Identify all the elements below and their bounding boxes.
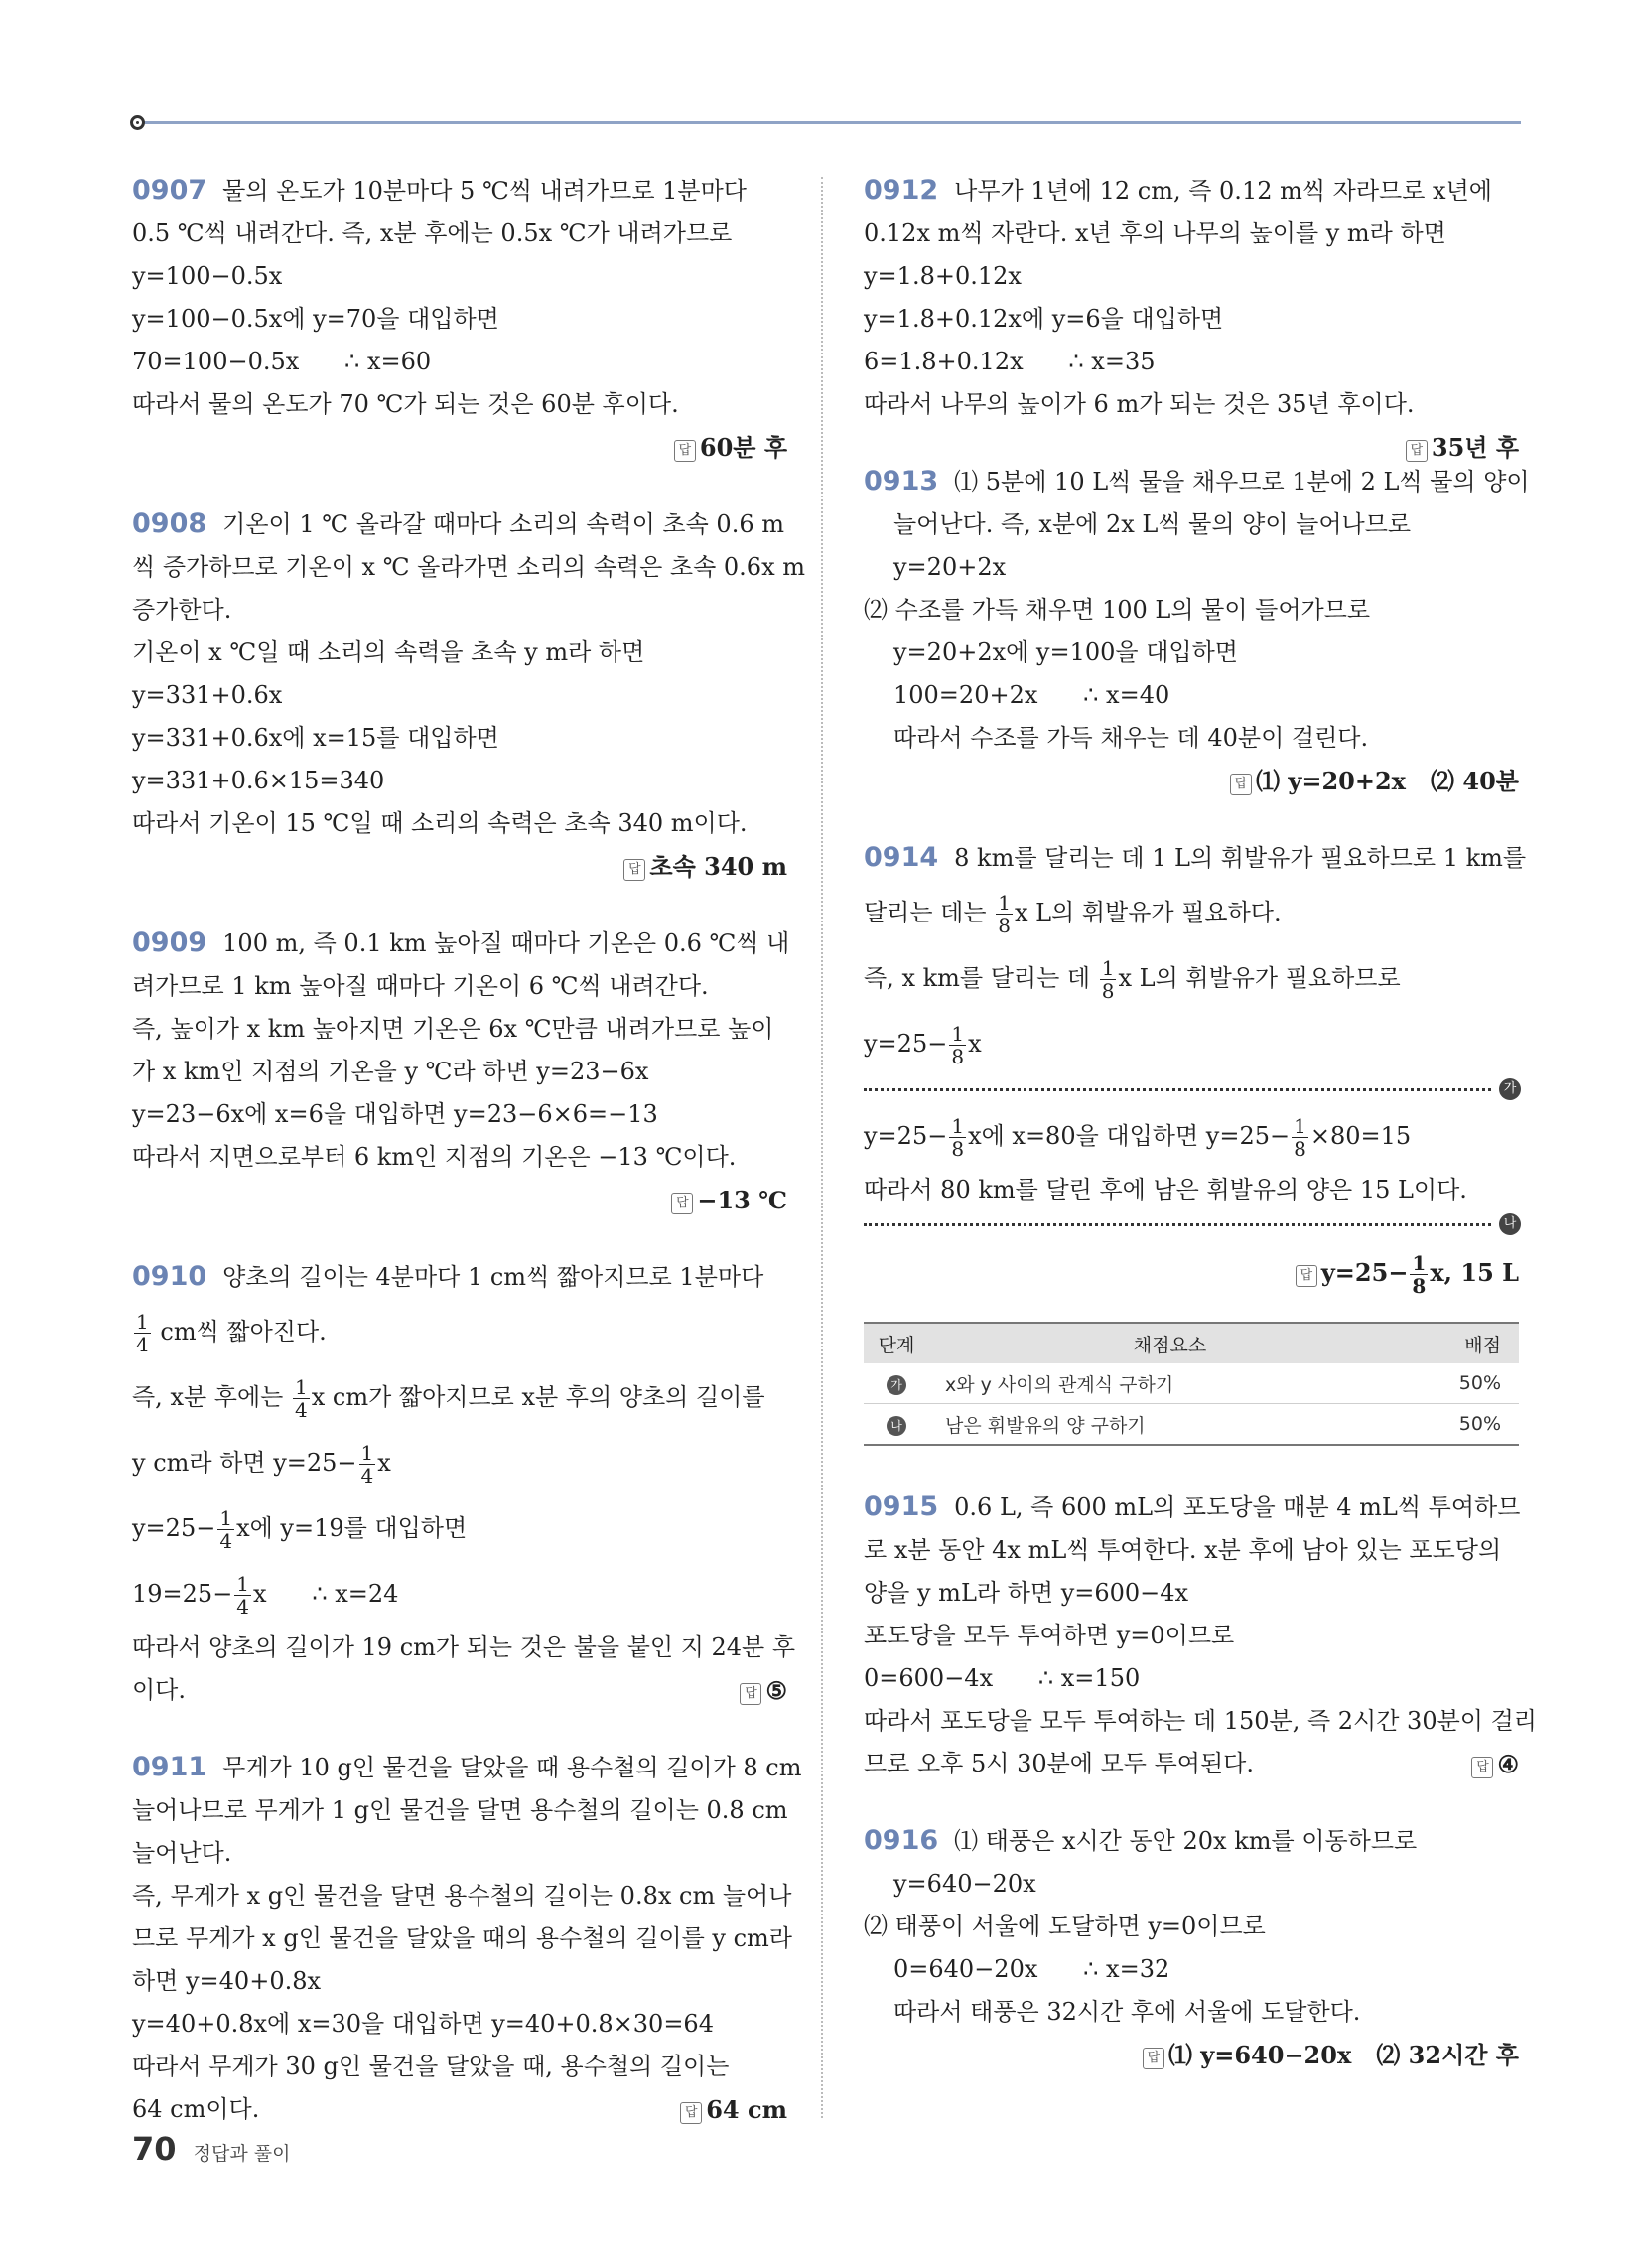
answer-mark-icon: 답 xyxy=(1230,774,1252,795)
table-row: 가 x와 y 사이의 관계식 구하기 50% xyxy=(864,1363,1519,1404)
fraction: $\frac{1}{4}$ xyxy=(136,1310,149,1356)
problem-0916: 0916 ⑴ 태풍은 x시간 동안 20x km를 이동하므로 y=640−20x ⑵ 태풍이 서울에 도달하면 y=0이므로 0=640−20x ∴ x=32 따라서 태풍은 32시간 후에 서울에 도달한다. 답 ⑴ y=640−20x ⑵ 32시간 후 xyxy=(864,1819,1519,2076)
problem-0910: 0910 양초의 길이는 4분마다 1 cm씩 짧아지므로 1분마다 $\frac{1}{4}$ cm씩 짧아진다. 즉, x분 후에는 $\frac{1}{4}$ x cm가 짧아지므로 x분 후의 양초의 길이를 y cm라 하면 y=25− $\frac{1}{4}$ x y=25− $\frac{1}{4}$ x에 y=19를 대입하면 19=25− $\frac{1}{4}$ x ∴ x=24 따라서 양초의 길이가 19 cm가 되는 것은 불을 붙인 지 24분 후 이다. 답 ⑤ xyxy=(132,1255,787,1712)
problem-number: 0910 xyxy=(132,1261,207,1292)
answer-mark-icon: 답 xyxy=(680,2102,702,2124)
header-bullet-icon xyxy=(130,115,145,130)
problem-number: 0908 xyxy=(132,508,207,539)
step-marker-icon: 나 xyxy=(887,1416,906,1436)
problem-0911: 0911 무게가 10 g인 물건을 달았을 때 용수철의 길이가 8 cm 늘어나므로 무게가 1 g인 물건을 달면 용수철의 길이는 0.8 cm 늘어난다. 즉, 무게가 x g인 물건을 달면 용수철의 길이는 0.8x cm 늘어나 므로 무게가 x g인 물건을 달았을 때의 용수철의 길이를 y cm라 하면 y=40+0.8x y=40+0.8x에 x=30을 대입하면 y=40+0.8×30=64 따라서 무게가 30 g인 물건을 달았을 때, 용수철의 길이는 64 cm이다. 답 64 cm xyxy=(132,1746,787,2131)
answer-mark-icon: 답 xyxy=(1471,1757,1493,1778)
fraction: $\frac{1}{8}$ xyxy=(951,1114,965,1161)
answer: 답 ⑴ y=640−20x ⑵ 32시간 후 xyxy=(864,2034,1519,2076)
fraction: $\frac{1}{8}$ xyxy=(998,891,1011,937)
right-column xyxy=(864,169,1537,2110)
answer-mark-icon: 답 xyxy=(740,1683,761,1705)
answer: 답 60분 후 xyxy=(132,426,787,469)
answer-mark-icon: 답 xyxy=(623,859,645,881)
table-row: 나 남은 휘발유의 양 구하기 50% xyxy=(864,1404,1519,1446)
fraction: $\frac{1}{4}$ xyxy=(219,1506,233,1553)
problem-number: 0907 xyxy=(132,175,207,206)
answer: 답 64 cm xyxy=(680,2088,787,2131)
scoring-table xyxy=(864,1322,1519,1446)
answer: 답 ⑴ y=20+2x ⑵ 40분 xyxy=(864,760,1519,802)
fraction: $\frac{1}{4}$ xyxy=(360,1441,374,1488)
step-marker-icon: 가 xyxy=(887,1375,906,1395)
answer: 답 −13 ℃ xyxy=(132,1179,787,1221)
page-number: 70 xyxy=(132,2130,177,2168)
table-header-row: 단계 채점요소 배점 xyxy=(864,1323,1519,1363)
problem-number: 0913 xyxy=(864,466,939,496)
problem-0909: 0909 100 m, 즉 0.1 km 높아질 때마다 기온은 0.6 ℃씩 내 려가므로 1 km 높아질 때마다 기온이 6 ℃씩 내려간다. 즉, 높이가 x km 높아지면 기온은 6x ℃만큼 내려가므로 높이 가 x km인 지점의 기온을 y ℃라 하면 y=23−6x y=23−6x에 x=6을 대입하면 y=23−6×6=−13 따라서 지면으로부터 6 km인 지점의 기온은 −13 ℃이다. 답 −13 ℃ xyxy=(132,921,787,1221)
answer: 답 35년 후 xyxy=(1406,426,1519,469)
answer-mark-icon: 답 xyxy=(1406,440,1428,462)
page-footer xyxy=(132,2130,290,2168)
step-separator xyxy=(864,1081,1517,1096)
problem-number: 0916 xyxy=(864,1825,939,1856)
left-column xyxy=(132,169,805,2165)
header-rule xyxy=(134,121,1521,124)
answer: 답 ④ xyxy=(1471,1743,1519,1785)
fraction: $\frac{1}{8}$ xyxy=(1101,956,1115,1003)
problem-number: 0909 xyxy=(132,927,207,958)
fraction: $\frac{1}{8}$ xyxy=(951,1022,965,1068)
answer: 답 초속 340 m xyxy=(132,845,787,888)
problem-number: 0912 xyxy=(864,175,939,206)
answer-mark-icon: 답 xyxy=(674,440,696,462)
answer: 답 ⑤ xyxy=(740,1669,787,1712)
column-divider xyxy=(821,177,823,2118)
problem-0914: 0914 8 km를 달리는 데 1 L의 휘발유가 필요하므로 1 km를 달리는 데는 $\frac{1}{8}$ x L의 휘발유가 필요하다. 즉, x km를 달리는 데 $\frac{1}{8}$ x L의 휘발유가 필요하므로 y=25− $\frac{1}{8}$ x 가 y=25− $\frac{1}{8}$ x에 x=80을 대입하면 y=25− $\frac{1}{8}$ ×80=15 따라서 80 km를 달린 후에 남은 휘발유의 양은 15 L이다. 나 답 y=25− $\frac{1}{8}$ x, 15 L 단계 채점요소 배점 가 x와 y 사이의 관계식 구하기 50% 나 남은 휘발유의 양 구하기 50% xyxy=(864,836,1519,1446)
answer-mark-icon: 답 xyxy=(1296,1265,1317,1287)
problem-0908: 0908 기온이 1 ℃ 올라갈 때마다 소리의 속력이 초속 0.6 m 씩 증가하므로 기온이 x ℃ 올라가면 소리의 속력은 초속 0.6x m 증가한다. 기온이 x ℃일 때 소리의 속력을 초속 y m라 하면 y=331+0.6x y=331+0.6x에 x=15를 대입하면 y=331+0.6×15=340 따라서 기온이 15 ℃일 때 소리의 속력은 초속 340 m이다. 답 초속 340 m xyxy=(132,502,787,888)
problem-number: 0911 xyxy=(132,1752,207,1782)
answer: 답 y=25− $\frac{1}{8}$ x, 15 L xyxy=(864,1238,1519,1308)
problem-0913: 0913 ⑴ 5분에 10 L씩 물을 채우므로 1분에 2 L씩 물의 양이 늘어난다. 즉, x분에 2x L씩 물의 양이 늘어나므로 y=20+2x ⑵ 수조를 가득 채우면 100 L의 물이 들어가므로 y=20+2x에 y=100을 대입하면 100=20+2x ∴ x=40 따라서 수조를 가득 채우는 데 40분이 걸린다. 답 ⑴ y=20+2x ⑵ 40분 xyxy=(864,460,1519,802)
fraction: $\frac{1}{4}$ xyxy=(236,1572,250,1619)
problem-number: 0914 xyxy=(864,842,939,873)
step-marker-icon: 나 xyxy=(1499,1213,1521,1235)
step-marker-icon: 가 xyxy=(1499,1078,1521,1100)
problem-number: 0915 xyxy=(864,1491,939,1522)
answer-mark-icon: 답 xyxy=(1143,2048,1164,2069)
footer-label: 정답과 풀이 xyxy=(193,2143,291,2165)
fraction: $\frac{1}{4}$ xyxy=(294,1375,308,1422)
answer-mark-icon: 답 xyxy=(671,1193,693,1214)
fraction: $\frac{1}{8}$ xyxy=(1412,1251,1427,1298)
step-separator xyxy=(864,1216,1517,1231)
problem-0912: 0912 나무가 1년에 12 cm, 즉 0.12 m씩 자라므로 x년에 0.12x m씩 자란다. x년 후의 나무의 높이를 y m라 하면 y=1.8+0.12x y=1.8+0.12x에 y=6을 대입하면 6=1.8+0.12x ∴ x=35 따라서 나무의 높이가 6 m가 되는 것은 35년 후이다. 답 35년 후 xyxy=(864,169,1519,426)
problem-0915: 0915 0.6 L, 즉 600 mL의 포도당을 매분 4 mL씩 투여하므 로 x분 동안 4x mL씩 투여한다. x분 후에 남아 있는 포도당의 양을 y mL라 하면 y=600−4x 포도당을 모두 투여하면 y=0이므로 0=600−4x ∴ x=150 따라서 포도당을 모두 투여하는 데 150분, 즉 2시간 30분이 걸리 므로 오후 5시 30분에 모두 투여된다. 답 ④ xyxy=(864,1486,1519,1785)
problem-0907: 0907 물의 온도가 10분마다 5 ℃씩 내려가므로 1분마다 0.5 ℃씩 내려간다. 즉, x분 후에는 0.5x ℃가 내려가므로 y=100−0.5x y=100−0.5x에 y=70을 대입하면 70=100−0.5x ∴ x=60 따라서 물의 온도가 70 ℃가 되는 것은 60분 후이다. 답 60분 후 xyxy=(132,169,787,469)
fraction: $\frac{1}{8}$ xyxy=(1294,1114,1306,1161)
